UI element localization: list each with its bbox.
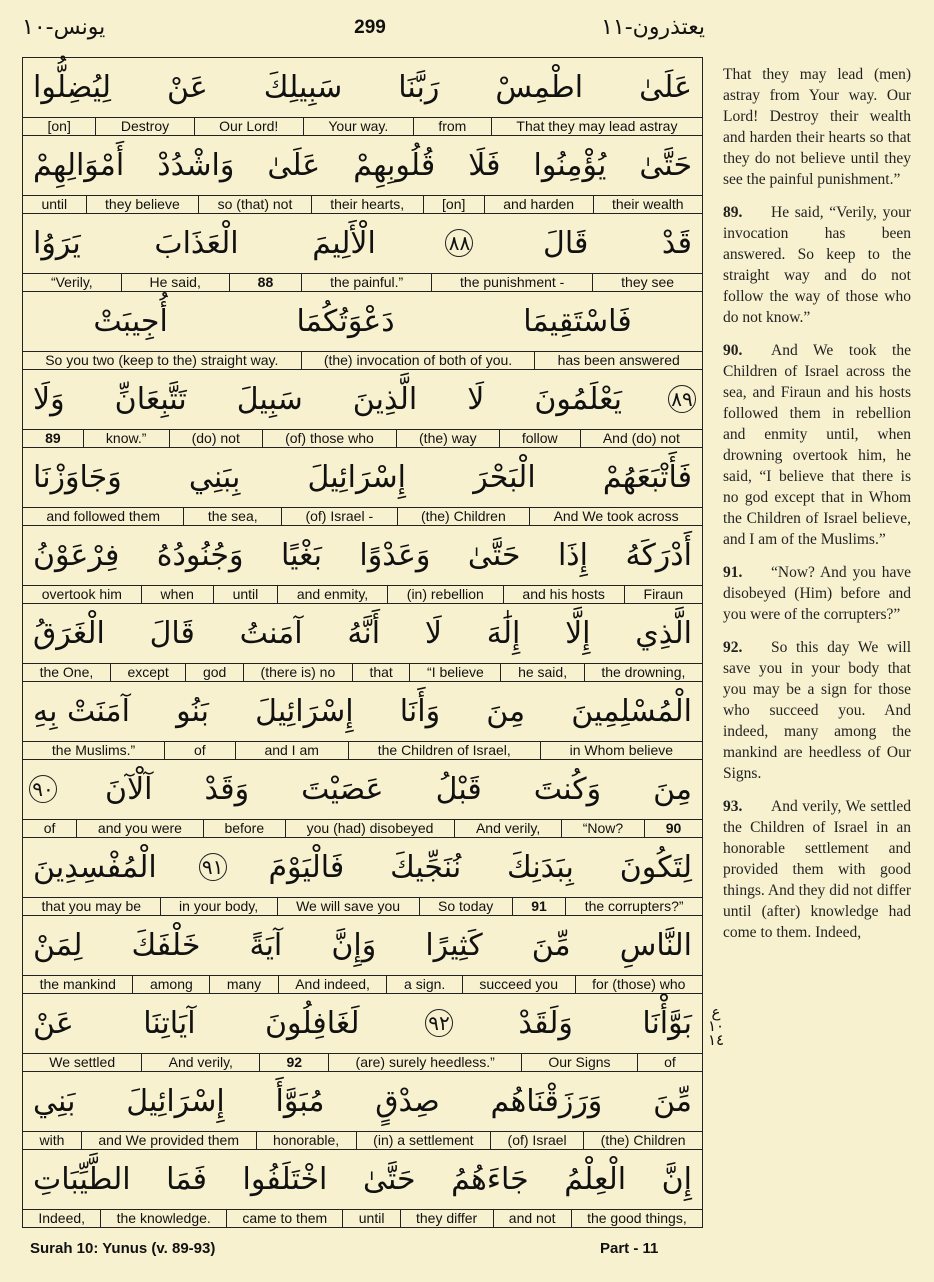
arabic-word: يُؤْمِنُوا [533, 147, 607, 183]
verse-row [23, 526, 702, 604]
english-word-cell: their hearts, [311, 196, 423, 213]
english-word-cell: before [203, 820, 285, 837]
arabic-word: لَا [467, 381, 485, 417]
arabic-word: سَبِيلِكَ [263, 69, 343, 105]
arabic-word: حَتَّىٰ [362, 1161, 416, 1197]
word-by-word-grid [22, 57, 703, 1228]
arabic-word: مِّنَ [653, 1083, 692, 1119]
verse-number-cell: 88 [229, 274, 301, 291]
english-word-cell: Destroy [95, 118, 193, 135]
translation-verse-number: 93. [723, 798, 743, 815]
arabic-word: كَثِيرًا [425, 927, 483, 963]
english-line [23, 897, 702, 916]
english-word-cell: the knowledge. [100, 1210, 226, 1227]
translation-paragraph [723, 64, 911, 190]
verse-row [23, 682, 702, 760]
arabic-word: الْبَحْرَ [473, 459, 536, 495]
arabic-word: وَجُنُودُهُ [156, 537, 244, 573]
english-word-cell: Our Signs [521, 1054, 637, 1071]
arabic-line [29, 604, 696, 662]
ruku-marker: ع ١٠ ١٤ [707, 1003, 725, 1049]
arabic-word: مِّنَ [531, 927, 571, 963]
arabic-line [29, 838, 696, 896]
translation-paragraph [723, 637, 911, 784]
arabic-word: الْعَذَابَ [154, 225, 239, 261]
english-word-cell: And indeed, [278, 976, 387, 993]
english-word-cell: (of) those who [262, 430, 396, 447]
verse-row [23, 292, 702, 370]
arabic-word: عَلَىٰ [639, 69, 692, 105]
arabic-word: فَمَا [166, 1161, 207, 1197]
arabic-word: عَنْ [33, 1005, 74, 1041]
arabic-word: أَمْوَالِهِمْ [33, 147, 125, 183]
arabic-word: قَالَ [149, 615, 195, 651]
translation-text: And We took the Children of Israel across the sea, and Firaun and his hosts followed them in rebellion and enmity until, when drowning overtook him, he said, “I believe that there is no god except that in Whom the Children of Israel believe, and I am of the Muslims.” [723, 342, 911, 548]
translation-paragraph [723, 340, 911, 550]
verse-row [23, 1072, 702, 1150]
english-word-cell: (are) surely heedless.” [328, 1054, 521, 1071]
arabic-word: إِسْرَائِيلَ [126, 1083, 225, 1119]
arabic-line [29, 1072, 696, 1130]
arabic-word: يَرَوُا [33, 225, 81, 261]
arabic-word: عَصَيْتَ [301, 771, 384, 807]
arabic-word: قَالَ [543, 225, 589, 261]
arabic-word: لِيُضِلُّوا [33, 69, 112, 105]
arabic-word: مِنَ [486, 693, 526, 729]
verse-row [23, 916, 702, 994]
verse-row [23, 58, 702, 136]
arabic-word: الْعِلْمُ [564, 1161, 627, 1197]
arabic-word: أُجِيبَتْ [93, 303, 168, 339]
arabic-line [29, 526, 696, 584]
english-word-cell: (of) Israel [490, 1132, 583, 1149]
english-word-cell: the sea, [183, 508, 281, 525]
english-line [23, 585, 702, 604]
arabic-word: الْأَلِيمَ [312, 225, 376, 261]
english-word-cell: until [342, 1210, 399, 1227]
arabic-word: إِسْرَائِيلَ [307, 459, 407, 495]
english-word-cell: god [185, 664, 243, 681]
arabic-line [29, 760, 696, 818]
english-word-cell: the good things, [571, 1210, 702, 1227]
arabic-word: خَلْفَكَ [131, 927, 201, 963]
english-word-cell: We will save you [277, 898, 419, 915]
english-word-cell: of [43, 820, 56, 836]
arabic-word: إِنَّ [661, 1161, 692, 1197]
arabic-word: وَقَدْ [204, 771, 250, 807]
english-word-cell: and enmity, [277, 586, 387, 603]
verse-end-marker: ٩١ [199, 853, 227, 881]
english-word-cell: and I am [235, 742, 348, 759]
english-word-cell: overtook him [41, 586, 122, 602]
arabic-line [29, 916, 696, 974]
verse-number-cell: 89 [45, 430, 61, 446]
arabic-word: وَاشْدُدْ [157, 147, 235, 183]
arabic-line [29, 214, 696, 272]
arabic-word: وَجَاوَزْنَا [33, 459, 122, 495]
english-word-cell: and harden [484, 196, 593, 213]
english-word-cell: has been answered [534, 352, 702, 369]
arabic-word: فَالْيَوْمَ [268, 849, 345, 885]
english-word-cell: from [413, 118, 491, 135]
english-word-cell: he said, [500, 664, 583, 681]
english-word-cell: for (those) who [575, 976, 702, 993]
english-word-cell: And verily, [454, 820, 561, 837]
arabic-word: اخْتَلَفُوا [242, 1161, 328, 1197]
arabic-word: نُنَجِّيكَ [390, 849, 462, 885]
arabic-line [29, 136, 696, 194]
english-word-cell: their wealth [593, 196, 702, 213]
english-word-cell: And verily, [141, 1054, 259, 1071]
arabic-word: اطْمِسْ [495, 69, 584, 105]
translation-text: And verily, We settled the Children of Israel in an honorable settlement and provided them with good things. And they did not differ until (after) knowledge had come to them. Indeed, [723, 798, 911, 941]
english-line [23, 819, 702, 838]
arabic-word: أَنَّهُ [347, 615, 381, 651]
arabic-word: إِلَّا [565, 615, 591, 651]
arabic-word: لِمَنْ [33, 927, 83, 963]
verse-row [23, 604, 702, 682]
arabic-word: الْغَرَقُ [33, 615, 105, 651]
arabic-word: جَاءَهُمُ [451, 1161, 529, 1197]
english-word-cell: the Muslims.” [51, 742, 136, 758]
english-word-cell: of [637, 1054, 702, 1071]
translation-paragraph [723, 796, 911, 943]
arabic-word: أَدْرَكَهُ [625, 537, 692, 573]
arabic-word: وَأَنَا [399, 693, 441, 729]
arabic-word: وَرَزَقْنَاهُم [490, 1083, 603, 1119]
arabic-word: وَلَقَدْ [518, 1005, 573, 1041]
english-line [23, 507, 702, 526]
english-word-cell: the punishment - [431, 274, 592, 291]
english-word-cell: (the) Children [583, 1132, 702, 1149]
arabic-word: قَدْ [661, 225, 692, 261]
english-word-cell: (the) way [396, 430, 499, 447]
english-line [23, 975, 702, 994]
english-word-cell: in your body, [160, 898, 277, 915]
arabic-word: آيَةً [249, 927, 283, 963]
arabic-word: رَبَّنَا [398, 69, 440, 105]
arabic-word: لَا [424, 615, 442, 651]
arabic-word: سَبِيلَ [236, 381, 303, 417]
verse-number-cell: 91 [512, 898, 566, 915]
english-word-cell: until [213, 586, 277, 603]
arabic-word: بِبَدَنِكَ [507, 849, 574, 885]
arabic-word: الطَّيِّبَاتِ [33, 1161, 131, 1197]
translation-text: That they may lead (men) astray from Your way. Our Lord! Destroy their wealth and harden their hearts so that they do not believe until they see the painful punishment.” [723, 66, 911, 188]
arabic-word: حَتَّىٰ [639, 147, 692, 183]
translation-column [723, 64, 911, 955]
english-word-cell: of [164, 742, 234, 759]
english-line [23, 1131, 702, 1150]
arabic-word: بَغْيًا [280, 537, 322, 573]
arabic-word: وَكُنتَ [533, 771, 602, 807]
english-word-cell: He said, [121, 274, 229, 291]
arabic-word: النَّاسِ [619, 927, 692, 963]
arabic-word: الَّذِي [635, 615, 692, 651]
verse-row [23, 760, 702, 838]
arabic-line [29, 58, 696, 116]
arabic-word: لَغَافِلُونَ [264, 1005, 360, 1041]
english-word-cell: came to them [226, 1210, 342, 1227]
translation-verse-number: 90. [723, 342, 743, 359]
footer-surah: Surah 10: Yunus (v. 89-93) [30, 1240, 216, 1257]
arabic-word: فَأَتْبَعَهُمْ [602, 459, 692, 495]
verse-row [23, 1150, 702, 1228]
arabic-word: عَنْ [167, 69, 208, 105]
arabic-word: صِدْقٍ [375, 1083, 440, 1119]
english-word-cell: “Now? [561, 820, 644, 837]
english-word-cell: honorable, [256, 1132, 356, 1149]
arabic-word: الَّذِينَ [352, 381, 418, 417]
arabic-word: آمَنَتْ بِهِ [33, 693, 130, 729]
arabic-word: آلْآنَ [105, 771, 153, 807]
english-word-cell: and We provided them [81, 1132, 256, 1149]
arabic-word: دَعْوَتُكُمَا [296, 303, 395, 339]
english-word-cell: among [132, 976, 209, 993]
arabic-word: تَتَّبِعَانِّ [114, 381, 187, 417]
english-word-cell: that [352, 664, 410, 681]
english-word-cell: and his hosts [503, 586, 624, 603]
translation-text: “Now? And you have disobeyed (Him) before and you were of the corrupters?” [723, 564, 911, 623]
verse-end-marker: ٩٢ [425, 1009, 453, 1037]
english-word-cell: succeed you [462, 976, 575, 993]
english-word-cell: in Whom believe [540, 742, 702, 759]
english-word-cell: and you were [76, 820, 203, 837]
verse-end-marker: ٩٠ [29, 775, 57, 803]
arabic-word: وَإِنَّ [331, 927, 377, 963]
arabic-line [29, 1150, 696, 1208]
english-word-cell: the One, [39, 664, 94, 680]
arabic-word: وَلَا [33, 381, 65, 417]
arabic-word: قَبْلُ [435, 771, 482, 807]
english-word-cell: a sign. [386, 976, 461, 993]
verse-row [23, 994, 702, 1072]
english-word-cell: (in) a settlement [356, 1132, 490, 1149]
english-word-cell: the painful.” [301, 274, 431, 291]
verse-end-marker: ٨٨ [445, 229, 473, 257]
arabic-word: إِذَا [557, 537, 588, 573]
arabic-line [29, 994, 696, 1052]
english-word-cell: (the) invocation of both of you. [301, 352, 535, 369]
arabic-word: آيَاتِنَا [143, 1005, 196, 1041]
arabic-word: فَلَا [468, 147, 501, 183]
english-line [23, 117, 702, 136]
arabic-word: بَوَّأْنَا [642, 1005, 692, 1041]
english-word-cell: Our Lord! [194, 118, 303, 135]
arabic-word: إِسْرَائِيلَ [255, 693, 354, 729]
arabic-word: يَعْلَمُونَ [534, 381, 622, 417]
arabic-word: قُلُوبِهِمْ [353, 147, 436, 183]
verse-row [23, 448, 702, 526]
english-word-cell: (there is) no [243, 664, 352, 681]
arabic-word: الْمُسْلِمِينَ [571, 693, 692, 729]
arabic-word: مُبَوَّأَ [275, 1083, 325, 1119]
arabic-word: لِتَكُونَ [619, 849, 692, 885]
arabic-word: بَنِي [33, 1083, 76, 1119]
arabic-word: فِرْعَوْنُ [33, 537, 120, 573]
footer-part: Part - 11 [600, 1240, 659, 1257]
juz-name-arabic: يعتذرون-١١ [601, 15, 705, 40]
arabic-word: فَاسْتَقِيمَا [523, 303, 632, 339]
english-word-cell: the corrupters?” [565, 898, 702, 915]
english-word-cell: (in) rebellion [387, 586, 503, 603]
english-word-cell: that you may be [41, 898, 142, 914]
english-word-cell: “I believe [409, 664, 500, 681]
english-word-cell: Your way. [303, 118, 413, 135]
arabic-line [29, 682, 696, 740]
english-word-cell: And We took across [529, 508, 702, 525]
english-word-cell: the mankind [39, 976, 116, 992]
arabic-word: عَلَىٰ [267, 147, 321, 183]
english-line [23, 429, 702, 448]
english-word-cell: And (do) not [580, 430, 702, 447]
english-word-cell: so (that) not [198, 196, 311, 213]
english-word-cell: they believe [86, 196, 199, 213]
arabic-word: مِنَ [653, 771, 692, 807]
english-word-cell: Indeed, [38, 1210, 86, 1226]
translation-paragraph [723, 202, 911, 328]
verse-row [23, 370, 702, 448]
english-word-cell: [on] [47, 118, 71, 134]
english-line [23, 663, 702, 682]
verse-number-cell: 92 [259, 1054, 328, 1071]
english-word-cell: the Children of Israel, [348, 742, 540, 759]
arabic-word: بَنُو [176, 693, 209, 729]
translation-verse-number: 89. [723, 204, 743, 221]
english-word-cell: “Verily, [50, 274, 93, 290]
verse-number-cell: 90 [644, 820, 702, 837]
translation-text: He said, “Verily, your invocation has been answered. So keep to the straight way and do not follow the way of those who do not know.” [723, 204, 911, 326]
arabic-word: بِبَنِي [188, 459, 241, 495]
english-word-cell: until [41, 196, 68, 212]
english-line [23, 741, 702, 760]
english-word-cell: you (had) disobeyed [285, 820, 454, 837]
verse-row [23, 838, 702, 916]
arabic-line [29, 292, 696, 350]
arabic-word: وَعَدْوًا [359, 537, 431, 573]
english-word-cell: Firaun [624, 586, 702, 603]
english-word-cell: (do) not [169, 430, 262, 447]
english-word-cell: except [110, 664, 185, 681]
arabic-word: الْمُفْسِدِينَ [33, 849, 157, 885]
english-word-cell: So today [419, 898, 512, 915]
verse-row [23, 136, 702, 214]
english-word-cell: with [39, 1132, 65, 1148]
translation-verse-number: 92. [723, 639, 743, 656]
english-word-cell: and not [493, 1210, 571, 1227]
english-word-cell: they see [592, 274, 702, 291]
verse-end-marker: ٨٩ [668, 385, 696, 413]
arabic-word: إِلَٰهَ [486, 615, 521, 651]
english-word-cell: follow [499, 430, 580, 447]
english-line [23, 195, 702, 214]
english-line [23, 273, 702, 292]
english-word-cell: the drowning, [584, 664, 702, 681]
translation-verse-number: 91. [723, 564, 743, 581]
verse-row [23, 214, 702, 292]
translation-text: So this day We will save you in your body that you may be a sign for those who succeed you. And indeed, many among the mankind are heedless of Our Signs. [723, 639, 911, 782]
english-word-cell: (the) Children [397, 508, 530, 525]
english-word-cell: know.” [83, 430, 169, 447]
english-word-cell: many [209, 976, 277, 993]
english-word-cell: [on] [423, 196, 484, 213]
arabic-line [29, 370, 696, 428]
translation-paragraph [723, 562, 911, 625]
page-number: 299 [354, 17, 386, 38]
arabic-word: آمَنتُ [239, 615, 303, 651]
english-word-cell: So you two (keep to the) straight way. [45, 352, 279, 368]
surah-name-arabic: يونس-١٠ [22, 15, 106, 40]
english-word-cell: (of) Israel - [281, 508, 396, 525]
english-word-cell: when [141, 586, 213, 603]
arabic-word: حَتَّىٰ [467, 537, 521, 573]
english-word-cell: they differ [400, 1210, 493, 1227]
english-word-cell: and followed them [46, 508, 161, 524]
english-line [23, 1053, 702, 1072]
arabic-line [29, 448, 696, 506]
english-line [23, 1209, 702, 1228]
english-word-cell: We settled [49, 1054, 116, 1070]
english-word-cell: That they may lead astray [491, 118, 702, 135]
english-line [23, 351, 702, 370]
